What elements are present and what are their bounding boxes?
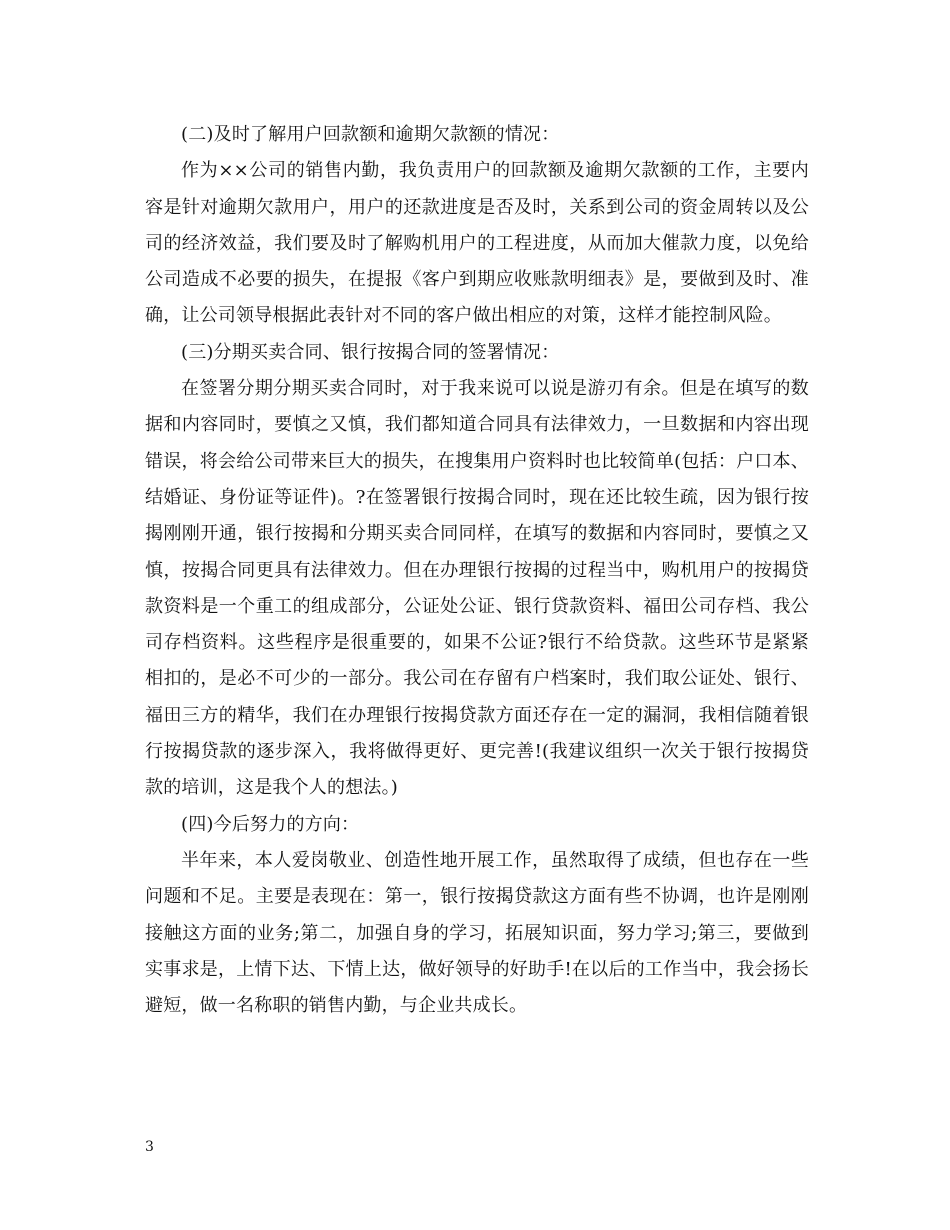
section-heading-4: (四)今后努力的方向：: [181, 813, 360, 835]
section-heading-2: (二)及时了解用户回款额和逾期欠款额的情况：: [181, 124, 560, 145]
paragraph-contracts: 在签署分期分期买卖合同时，对于我来说可以说是游刃有余。但是在填写的数据和内容同时，要慎之又慎，我们都知道合同具有法律效力，一旦数据和内容出现错误，将会给公司带来巨大的损失，在搜集用户资料时也比较简单(包括：户口本、结婚证、身份证等证件)。?在签署银行按揭合同时，现在还比较生疏，因为银行按揭刚刚开通，银行按揭和分期买卖合同同样，在填写的数据和内容同时，要慎之又慎，按揭合同更具有法律效力。但在办理银行按揭的过程当中，购机用户的按揭贷款资料是一个重工的组成部分，公证处公证、银行贷款资料、福田公司存档、我公司存档资料。这些程序是很重要的，如果不公证?银行不给贷款。这些环节是紧紧相扣的，是必不可少的一部分。我公司在存留有户档案时，我们取公证处、银行、福田三方的精华，我们在办理银行按揭贷款方面还存在一定的漏洞，我相信随着银行按揭贷款的逐步深入，我将做得更好、更完善!(我建议组织一次关于银行按揭贷款的培训，这是我个人的想法。): [145, 378, 809, 799]
section-heading-3: (三)分期买卖合同、银行按揭合同的签署情况：: [181, 341, 560, 363]
paragraph-future-direction: 半年来，本人爱岗敬业、创造性地开展工作，虽然取得了成绩，但也存在一些问题和不足。主要是表现在：第一，银行按揭贷款这方面有些不协调，也许是刚刚接触这方面的业务;第二，加强自身的学习，拓展知识面，努力学习;第三，要做到实事求是，上情下达、下情上达，做好领导的好助手!在以后的工作当中，我会扬长避短，做一名称职的销售内勤，与企业共成长。: [145, 849, 809, 1017]
page-number: 3: [145, 1139, 154, 1155]
paragraph-receivables: 作为××公司的销售内勤，我负责用户的回款额及逾期欠款额的工作，主要内容是针对逾期欠款用户，用户的还款进度是否及时，关系到公司的资金周转以及公司的经济效益，我们要及时了解购机用户的工程进度，从而加大催款力度，以免给公司造成不必要的损失，在提报《客户到期应收账款明细表》是，要做到及时、准确，让公司领导根据此表针对不同的客户做出相应的对策，这样才能控制风险。: [145, 160, 809, 327]
body-text: [145, 117, 809, 1024]
